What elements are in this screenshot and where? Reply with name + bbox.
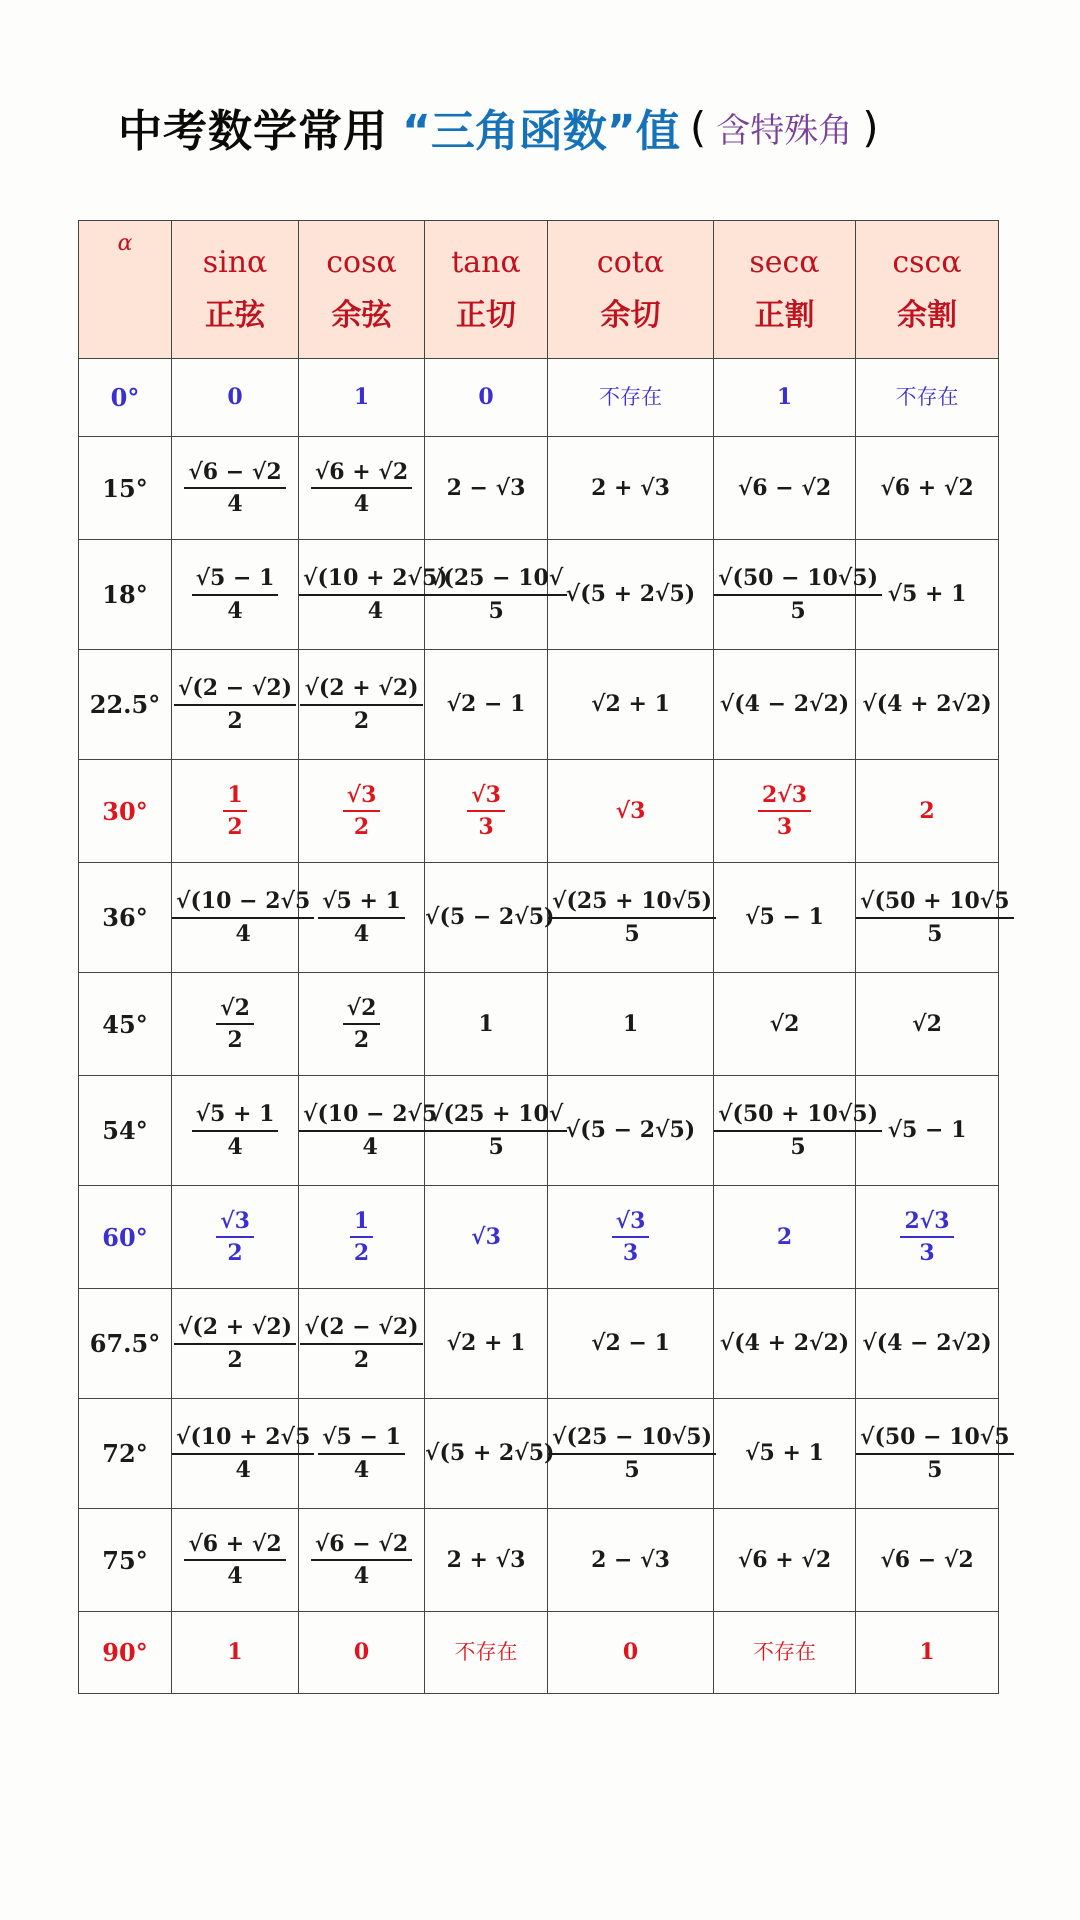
value-cell-sin <box>172 1289 299 1399</box>
fraction <box>318 889 405 945</box>
value-cell-cos <box>299 1076 438 1186</box>
value-text: 1 <box>478 1010 494 1037</box>
angle-cell: 67.5° <box>79 1289 172 1399</box>
fraction <box>343 996 381 1052</box>
fraction <box>192 566 279 622</box>
fraction <box>343 783 381 839</box>
value-cell-tan <box>425 863 555 973</box>
fraction <box>300 676 422 732</box>
value-text: 0 <box>478 384 494 411</box>
value-text: √6 + √2 <box>880 474 974 501</box>
page-title <box>118 92 1018 162</box>
value-cell-sec <box>714 1399 856 1509</box>
denominator: 5 <box>927 920 943 947</box>
table-row <box>79 760 999 863</box>
angle-cell: 90° <box>79 1612 172 1694</box>
header-tan: tanα 正切 <box>425 221 548 359</box>
table-row <box>79 540 999 650</box>
numerator: √(25 − 10√ <box>425 566 567 595</box>
angle-cell: 0° <box>79 359 172 437</box>
denominator: 5 <box>927 1456 943 1483</box>
trig-values-table <box>78 220 1010 1694</box>
table-row <box>79 1076 999 1186</box>
angle-cell: 22.5° <box>79 650 172 760</box>
value-cell-csc <box>856 1612 999 1694</box>
denominator: 4 <box>227 491 243 517</box>
value-text: √(4 − 2√2) <box>719 691 850 718</box>
fraction <box>318 1425 405 1481</box>
value-text: √5 + 1 <box>887 581 967 608</box>
denominator: 2 <box>353 814 370 840</box>
denominator: 4 <box>227 1563 243 1589</box>
fraction <box>184 1532 285 1588</box>
value-cell-sin <box>172 1509 299 1612</box>
denominator: 2 <box>227 707 243 734</box>
header-sin: sinα 正弦 <box>172 221 299 359</box>
value-cell-sec <box>714 540 879 650</box>
denominator: 5 <box>790 1133 806 1160</box>
table-row <box>79 650 999 760</box>
denominator: 2 <box>353 1346 370 1373</box>
title-main: 中考数学常用 <box>118 106 388 157</box>
numerator: √3 <box>612 1209 650 1238</box>
value-text: √(4 − 2√2) <box>862 1330 992 1357</box>
value-cell-cos <box>299 1289 425 1399</box>
value-cell-sin <box>172 359 299 437</box>
table-row <box>79 1399 999 1509</box>
angle-cell: 18° <box>79 540 172 650</box>
numerator: 2√3 <box>758 783 811 812</box>
denominator: 3 <box>478 814 494 840</box>
value-text: √(4 + 2√2) <box>862 691 992 718</box>
denominator: 3 <box>919 1240 935 1266</box>
table-row <box>79 437 999 540</box>
numerator: √2 <box>216 996 254 1025</box>
numerator: √(10 − 2√5 <box>172 889 314 918</box>
angle-cell: 60° <box>79 1186 172 1289</box>
value-cell-tan <box>425 973 548 1076</box>
title-note: 含特殊角 <box>716 110 853 151</box>
table-row <box>79 1289 999 1399</box>
value-cell-sin <box>172 437 299 540</box>
header-alpha: α <box>79 221 172 359</box>
numerator: √(2 + √2) <box>174 1315 296 1344</box>
value-text: √6 − √2 <box>737 474 832 501</box>
fraction <box>856 889 1014 945</box>
denominator: 4 <box>353 1563 370 1589</box>
value-text: 不存在 <box>895 385 959 410</box>
value-cell-csc <box>856 760 999 863</box>
value-cell-csc <box>856 650 999 760</box>
table-row <box>79 1509 999 1612</box>
value-cell-cot <box>548 973 714 1076</box>
value-text: 2 <box>919 797 935 824</box>
angle-cell: 45° <box>79 973 172 1076</box>
numerator: √(10 − 2√5 <box>299 1102 441 1131</box>
fraction <box>174 676 296 732</box>
value-text: √2 <box>912 1010 942 1037</box>
title-close-paren: ) <box>862 102 879 152</box>
fraction <box>714 566 882 622</box>
numerator: √(2 − √2) <box>300 1315 422 1344</box>
value-cell-csc <box>856 359 999 437</box>
fraction <box>216 996 254 1052</box>
value-cell-cos <box>299 973 425 1076</box>
value-text: √5 + 1 <box>745 1440 824 1467</box>
value-cell-tan <box>425 760 548 863</box>
numerator: 2√3 <box>900 1209 953 1238</box>
value-text: 2 − √3 <box>591 1546 670 1573</box>
value-text: 不存在 <box>599 385 662 410</box>
numerator: √(2 − √2) <box>174 676 296 705</box>
value-cell-tan <box>425 359 548 437</box>
value-cell-cos <box>299 650 425 760</box>
denominator: 2 <box>227 1240 243 1266</box>
value-cell-cos <box>299 863 425 973</box>
value-cell-cot <box>548 1289 714 1399</box>
value-text: √3 <box>471 1223 501 1250</box>
denominator: 4 <box>227 597 243 624</box>
value-cell-sec <box>714 650 856 760</box>
fraction <box>548 1425 716 1481</box>
value-cell-cot <box>548 650 714 760</box>
fraction <box>172 1425 314 1481</box>
denominator: 3 <box>622 1240 639 1266</box>
value-cell-cot <box>548 359 714 437</box>
value-cell-csc <box>856 973 999 1076</box>
value-text: 0 <box>353 1639 370 1666</box>
denominator: 3 <box>776 814 793 840</box>
value-cell-csc <box>856 1509 999 1612</box>
value-cell-sec <box>714 437 856 540</box>
value-text: 不存在 <box>454 1640 518 1665</box>
value-cell-csc <box>856 863 1010 973</box>
value-text: √2 + 1 <box>446 1330 526 1357</box>
fraction <box>192 1102 279 1158</box>
denominator: 2 <box>227 1346 243 1373</box>
value-cell-tan <box>425 650 548 760</box>
value-cell-sec <box>714 1612 856 1694</box>
numerator: √(50 + 10√5) <box>714 1102 882 1131</box>
value-cell-cos <box>299 1399 425 1509</box>
value-cell-sin <box>172 973 299 1076</box>
value-cell-csc <box>856 437 999 540</box>
value-text: √(5 + 2√5) <box>425 1440 555 1467</box>
value-cell-sin <box>172 1612 299 1694</box>
numerator: √5 + 1 <box>192 1102 279 1131</box>
fraction <box>311 460 412 516</box>
fraction <box>425 566 567 622</box>
fraction <box>216 1209 254 1265</box>
title-open-paren: ( <box>689 102 707 152</box>
fraction <box>174 1315 296 1371</box>
value-text: 不存在 <box>753 1640 816 1665</box>
value-text: √2 − 1 <box>591 1330 670 1357</box>
value-text: 2 <box>776 1223 793 1250</box>
fraction <box>714 1102 882 1158</box>
header-sec: secα 正割 <box>714 221 856 359</box>
value-text: √2 <box>769 1010 800 1037</box>
denominator: 2 <box>227 814 243 840</box>
header-row <box>79 221 999 359</box>
value-text: 0 <box>622 1639 639 1666</box>
value-cell-sec <box>714 1186 856 1289</box>
value-cell-csc <box>856 1289 999 1399</box>
value-cell-tan <box>425 1399 555 1509</box>
value-cell-cos <box>299 540 448 650</box>
angle-cell: 30° <box>79 760 172 863</box>
value-cell-cot <box>548 863 714 973</box>
value-cell-sec <box>714 359 856 437</box>
denominator: 5 <box>790 597 806 624</box>
numerator: √5 − 1 <box>318 1425 405 1454</box>
value-cell-sec <box>714 863 856 973</box>
fraction <box>425 1102 567 1158</box>
value-text: √(5 + 2√5) <box>565 581 696 608</box>
value-text: 2 − √3 <box>446 474 526 501</box>
numerator: √3 <box>343 783 381 812</box>
value-text: √(5 − 2√5) <box>425 904 555 931</box>
value-text: √5 − 1 <box>887 1117 967 1144</box>
numerator: √(25 − 10√5) <box>548 1425 716 1454</box>
value-text: 1 <box>353 384 370 411</box>
fraction <box>300 1315 422 1371</box>
numerator: √(50 − 10√5) <box>714 566 882 595</box>
numerator: √(50 + 10√5 <box>856 889 1014 918</box>
value-text: √3 <box>615 797 646 824</box>
fraction <box>900 1209 953 1265</box>
table-row <box>79 973 999 1076</box>
table-row <box>79 1612 999 1694</box>
value-text: √2 − 1 <box>446 691 526 718</box>
value-cell-tan <box>425 1612 548 1694</box>
fraction <box>548 889 716 945</box>
value-text: √6 + √2 <box>737 1546 832 1573</box>
numerator: 1 <box>350 1209 373 1238</box>
fraction <box>350 1209 373 1265</box>
angle-cell: 36° <box>79 863 172 973</box>
numerator: √3 <box>216 1209 254 1238</box>
value-text: √5 − 1 <box>745 904 824 931</box>
fraction <box>172 889 314 945</box>
value-cell-sec <box>714 1076 879 1186</box>
fraction <box>467 783 505 839</box>
denominator: 2 <box>353 707 370 734</box>
value-text: 1 <box>776 384 793 411</box>
numerator: √6 + √2 <box>311 460 412 489</box>
fraction <box>299 1102 441 1158</box>
numerator: √2 <box>343 996 381 1025</box>
denominator: 5 <box>624 920 640 947</box>
denominator: 4 <box>227 1133 243 1160</box>
denominator: 5 <box>624 1456 640 1483</box>
angle-cell: 15° <box>79 437 172 540</box>
value-cell-cot <box>548 1399 714 1509</box>
value-cell-cot <box>548 1076 714 1186</box>
header-csc: cscα 余割 <box>856 221 999 359</box>
fraction <box>758 783 811 839</box>
value-cell-tan <box>425 540 564 650</box>
numerator: √5 − 1 <box>192 566 279 595</box>
numerator: √6 − √2 <box>184 460 285 489</box>
angle-cell: 72° <box>79 1399 172 1509</box>
numerator: 1 <box>223 783 246 812</box>
denominator: 4 <box>353 1456 370 1483</box>
value-cell-sec <box>714 1509 856 1612</box>
value-cell-cot <box>548 540 714 650</box>
value-text: 2 + √3 <box>446 1546 526 1573</box>
denominator: 2 <box>353 1240 370 1266</box>
denominator: 2 <box>227 1027 243 1053</box>
value-text: 0 <box>227 384 243 411</box>
numerator: √(10 + 2√5) <box>299 566 452 595</box>
angle-cell: 75° <box>79 1509 172 1612</box>
numerator: √(50 − 10√5 <box>856 1425 1014 1454</box>
value-cell-cos <box>299 1186 425 1289</box>
value-cell-cot <box>548 1186 714 1289</box>
value-cell-sec <box>714 973 856 1076</box>
value-text: 2 + √3 <box>591 474 670 501</box>
value-cell-sec <box>714 1289 856 1399</box>
value-cell-cos <box>299 437 425 540</box>
numerator: √(10 + 2√5 <box>172 1425 314 1454</box>
value-text: √6 − √2 <box>880 1546 974 1573</box>
value-text: 1 <box>919 1639 935 1666</box>
value-cell-sin <box>172 1399 311 1509</box>
value-cell-sin <box>172 863 311 973</box>
numerator: √5 + 1 <box>318 889 405 918</box>
table-row <box>79 359 999 437</box>
denominator: 4 <box>367 597 384 624</box>
angle-cell: 54° <box>79 1076 172 1186</box>
denominator: 4 <box>353 491 370 517</box>
value-cell-cos <box>299 359 425 437</box>
denominator: 4 <box>353 920 370 947</box>
numerator: √6 + √2 <box>184 1532 285 1561</box>
value-cell-cot <box>548 437 714 540</box>
value-text: 1 <box>227 1639 243 1666</box>
value-cell-cos <box>299 760 425 863</box>
value-cell-cos <box>299 1509 425 1612</box>
value-text: √2 + 1 <box>591 691 670 718</box>
value-cell-csc <box>856 1399 1010 1509</box>
title-keyword: “三角函数”值 <box>402 106 680 157</box>
denominator: 4 <box>362 1133 378 1160</box>
numerator: √3 <box>467 783 505 812</box>
fraction <box>612 1209 650 1265</box>
header-cos: cosα 余弦 <box>299 221 425 359</box>
value-cell-cot <box>548 1509 714 1612</box>
value-cell-cot <box>548 760 714 863</box>
value-text: √(5 − 2√5) <box>565 1117 696 1144</box>
value-cell-sec <box>714 760 856 863</box>
numerator: √(25 + 10√5) <box>548 889 716 918</box>
value-cell-sin <box>172 1186 299 1289</box>
value-cell-tan <box>425 1186 548 1289</box>
denominator: 2 <box>353 1027 370 1053</box>
fraction <box>223 783 246 839</box>
fraction <box>184 460 285 516</box>
denominator: 4 <box>235 920 251 947</box>
header-cot: cotα 余切 <box>548 221 714 359</box>
table-row <box>79 1186 999 1289</box>
value-text: 1 <box>622 1010 639 1037</box>
value-cell-tan <box>425 437 548 540</box>
value-cell-cot <box>548 1612 714 1694</box>
value-cell-sin <box>172 540 299 650</box>
value-cell-sin <box>172 760 299 863</box>
denominator: 5 <box>488 597 504 624</box>
value-cell-sin <box>172 650 299 760</box>
numerator: √(2 + √2) <box>300 676 422 705</box>
fraction <box>311 1532 412 1588</box>
value-cell-tan <box>425 1289 548 1399</box>
numerator: √(25 + 10√ <box>425 1102 567 1131</box>
value-cell-cos <box>299 1612 425 1694</box>
table-row <box>79 863 999 973</box>
denominator: 5 <box>488 1133 504 1160</box>
value-text: √(4 + 2√2) <box>719 1330 850 1357</box>
value-cell-csc <box>856 1186 999 1289</box>
value-cell-sin <box>172 1076 299 1186</box>
value-cell-tan <box>425 1076 564 1186</box>
numerator: √6 − √2 <box>311 1532 412 1561</box>
fraction <box>856 1425 1014 1481</box>
denominator: 4 <box>235 1456 251 1483</box>
value-cell-tan <box>425 1509 548 1612</box>
